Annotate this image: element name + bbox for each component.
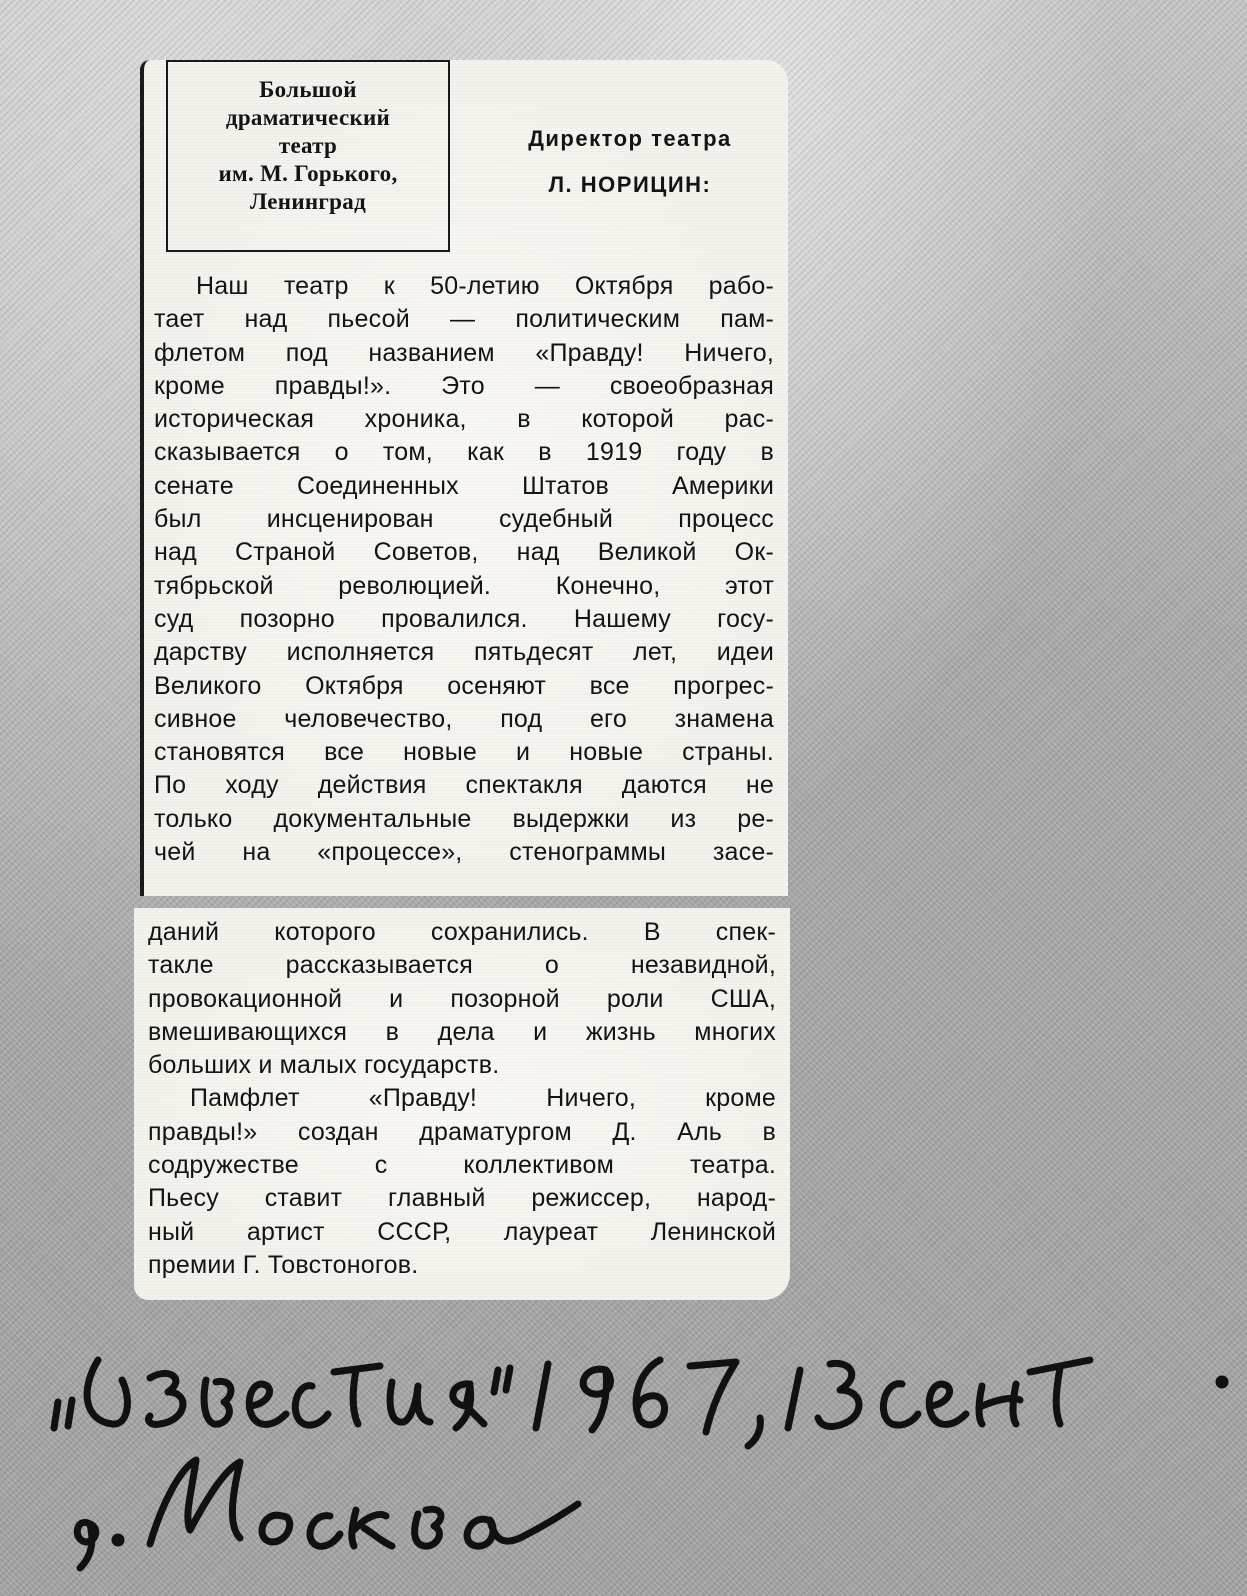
article-text-bottom [148, 916, 776, 1282]
text-line: По ходу действия спектакля даются не [154, 771, 774, 800]
text-line: ный артист СССР, лауреат Ленинской [148, 1217, 776, 1246]
newspaper-clipping-top [140, 60, 788, 896]
author-heading [480, 116, 780, 208]
text-line: над Страной Советов, над Великой Ок- [154, 538, 774, 567]
text-line: сенате Соединенных Штатов Америки [154, 471, 774, 500]
text-line: чей на «процессе», стенограммы засе- [154, 838, 774, 867]
text-line: больших и малых государств. [148, 1051, 500, 1080]
text-line: Великого Октября осеняют все прогрес- [154, 671, 774, 700]
text-line: даний которого сохранились. В спек- [148, 918, 776, 946]
text-line: только документальные выдержки из ре- [154, 804, 774, 833]
theatre-line: им. М. Горького, [218, 161, 398, 186]
theatre-line: Большой [259, 77, 357, 102]
text-line: Памфлет «Правду! Ничего, кроме [190, 1084, 776, 1113]
author-name: Л. НОРИЦИН: [548, 172, 712, 197]
text-line: Наш театр к 50-летию Октября рабо- [196, 272, 774, 300]
handwriting-drawing [0, 1320, 1247, 1596]
article-text-top [154, 270, 774, 869]
text-line: содружестве с коллективом театра. [148, 1151, 776, 1180]
text-line: тябрьской революцией. Конечно, этот [154, 571, 774, 600]
text-line: провокационной и позорной роли США, [148, 984, 776, 1013]
text-line: премии Г. Товстоногов. [148, 1250, 419, 1279]
text-line: правды!» создан драматургом Д. Аль в [148, 1117, 776, 1146]
theatre-line: Ленинград [249, 189, 366, 214]
text-line: вмешивающихся в дела и жизнь многих [148, 1017, 776, 1046]
text-line: дарству исполняется пятьдесят лет, идеи [154, 638, 774, 667]
text-line: Пьесу ставит главный режиссер, народ- [148, 1184, 776, 1213]
text-line: историческая хроника, в которой рас- [154, 405, 774, 434]
text-line: сивное человечество, под его знамена [154, 704, 774, 733]
text-line: тает над пьесой — политическим пам- [154, 305, 774, 334]
text-line: был инсценирован судебный процесс [154, 505, 774, 534]
text-line: такле рассказывается о незавидной, [148, 951, 776, 980]
author-title: Директор театра [528, 126, 732, 151]
text-line: флетом под названием «Правду! Ничего, [154, 338, 774, 367]
text-line: сказывается о том, как в 1919 году в [154, 438, 774, 467]
text-line: кроме правды!». Это — своеобразная [154, 371, 774, 400]
theatre-line: драматический [225, 105, 391, 130]
text-line: становятся все новые и новые страны. [154, 738, 774, 767]
newspaper-clipping-bottom [134, 908, 790, 1300]
theatre-name-box [166, 60, 450, 252]
handwritten-source-note [0, 1320, 1247, 1596]
text-line: суд позорно провалился. Нашему госу- [154, 604, 774, 633]
theatre-line: театр [278, 133, 338, 158]
